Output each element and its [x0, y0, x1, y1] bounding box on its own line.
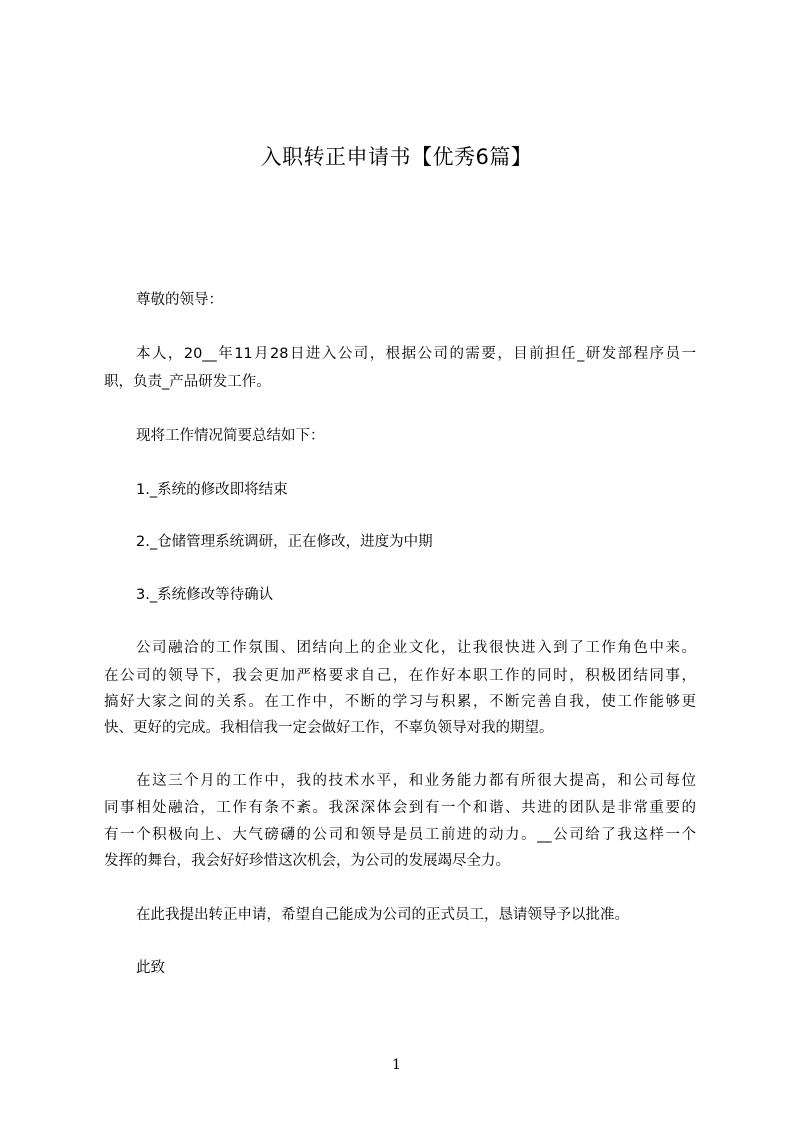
para1-line-1: 公司融洽的工作氛围、团结向上的企业文化，让我很快进入到了工作角色中来。: [136, 640, 696, 656]
para1-line-4: 快、更好的完成。我相信我一定会做好工作，不辜负领导对我的期望。: [104, 720, 554, 736]
list-item-2: 2._仓储管理系统调研，正在修改，进度为中期: [136, 534, 433, 550]
list-item-1: 1._系统的修改即将结束: [136, 482, 288, 498]
intro-line-1: 本人，20__年11月28日进入公司，根据公司的需要，目前担任_研发部程序员一: [136, 346, 696, 362]
para1-line-2: 在公司的领导下，我会更加严格要求自己，在作好本职工作的同时，积极团结同事，: [104, 668, 696, 684]
request-line: 在此我提出转正申请，希望自己能成为公司的正式员工，恳请领导予以批准。: [136, 907, 629, 923]
para2-line-1: 在这三个月的工作中，我的技术水平，和业务能力都有所很大提高，和公司每位: [136, 773, 696, 789]
salutation: 尊敬的领导：: [136, 292, 223, 308]
para2-line-2: 同事相处融洽，工作有条不紊。我深深体会到有一个和谐、共进的团队是非常重要的: [104, 800, 696, 816]
para2-line-4: 发挥的舞台，我会好好珍惜这次机会，为公司的发展竭尽全力。: [104, 853, 510, 869]
document-title: 入职转正申请书【优秀6篇】: [260, 145, 533, 169]
summary-lead: 现将工作情况简要总结如下：: [136, 428, 325, 444]
list-item-3: 3._系统修改等待确认: [136, 587, 274, 603]
page-number: 1: [392, 1057, 401, 1073]
para2-line-3: 有一个积极向上、大气磅礴的公司和领导是员工前进的动力。__公司给了我这样一个: [104, 827, 696, 843]
para1-line-3: 搞好大家之间的关系。在工作中，不断的学习与积累，不断完善自我，使工作能够更: [104, 694, 696, 710]
intro-line-2: 职，负责_产品研发工作。: [104, 374, 271, 390]
closing-line: 此致: [136, 960, 165, 976]
